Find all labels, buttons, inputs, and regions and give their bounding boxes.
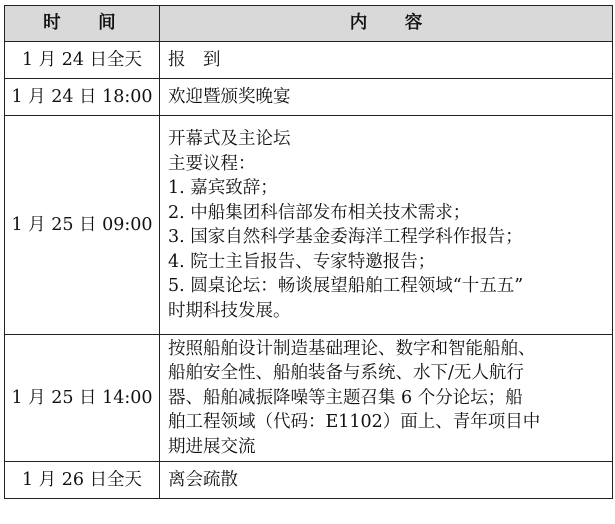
- content-cell: 欢迎暨颁奖晚宴: [160, 79, 613, 116]
- agenda-line: 开幕式及主论坛: [168, 129, 291, 149]
- table-row: [5, 335, 613, 462]
- content-line: 船舶安全性、船舶装备与系统、水下/无人航行: [168, 363, 524, 384]
- time-cell: 1 月 25 日 14:00: [5, 335, 160, 462]
- header-content: 内 容: [160, 6, 613, 42]
- content-cell: [160, 335, 613, 462]
- agenda-line: 1. 嘉宾致辞；: [168, 178, 278, 198]
- time-cell: 1 月 25 日 09:00: [5, 116, 160, 335]
- table-row: [5, 462, 613, 499]
- content-line: 舶工程领域（代码：E1102）面上、青年项目中: [168, 412, 541, 433]
- content-cell: [160, 116, 613, 335]
- agenda-line: 2. 中船集团科信部发布相关技术需求；: [168, 202, 471, 223]
- header-row: [5, 6, 613, 42]
- time-cell: 1 月 24 日全天: [5, 42, 160, 79]
- content-line: 期进展交流: [168, 436, 256, 457]
- schedule-table: [4, 5, 613, 499]
- content-line: 按照船舶设计制造基础理论、数字和智能船舶、: [168, 338, 536, 359]
- agenda-line: 3. 国家自然科学基金委海洋工程学科作报告；: [168, 227, 523, 247]
- header-time: 时 间: [5, 6, 160, 42]
- time-cell: 1 月 26 日全天: [5, 462, 160, 499]
- content-cell: 离会疏散: [160, 462, 613, 499]
- content-cell: 报 到: [160, 42, 613, 79]
- agenda-line: 主要议程：: [168, 153, 256, 174]
- content-line: 器、船舶减振降噪等主题召集 6 个分论坛；船: [168, 387, 523, 408]
- agenda-line: 4. 院士主旨报告、专家特邀报告；: [168, 251, 436, 272]
- table-row: [5, 79, 613, 116]
- agenda-line: 5. 圆桌论坛：畅谈展望船舶工程领域“十五五”: [168, 276, 524, 296]
- table-row: [5, 116, 613, 335]
- agenda-line: 时期科技发展。: [168, 300, 291, 321]
- table-row: [5, 42, 613, 79]
- time-cell: 1 月 24 日 18:00: [5, 79, 160, 116]
